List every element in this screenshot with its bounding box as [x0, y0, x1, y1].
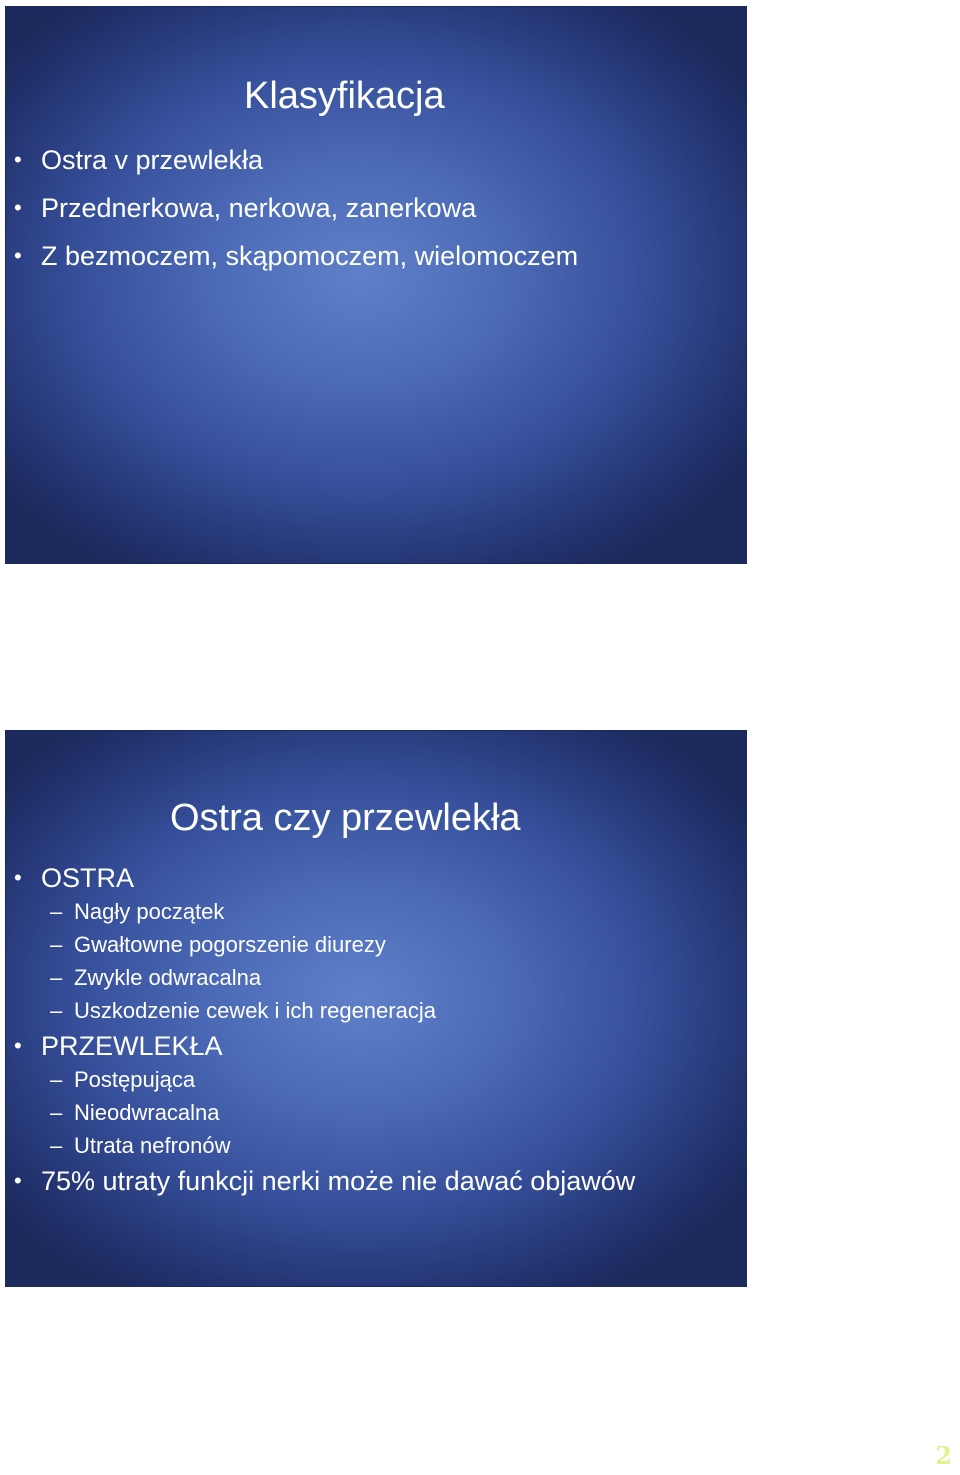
slide-title: Ostra czy przewlekła — [170, 797, 521, 839]
bullet-dot-icon: • — [14, 865, 22, 890]
sub-bullet-text: Postępująca — [74, 1067, 196, 1092]
bullet-dot-icon: • — [14, 1033, 22, 1058]
sub-bullet-item — [6, 963, 635, 996]
bullet-item — [6, 1164, 635, 1200]
bullet-dot-icon: • — [14, 147, 22, 172]
sub-bullet-item — [6, 1131, 635, 1164]
bullet-text: OSTRA — [41, 863, 135, 893]
sub-bullet-text: Utrata nefronów — [74, 1133, 231, 1158]
bullet-dot-icon: • — [14, 195, 22, 220]
dash-icon: – — [50, 1100, 63, 1125]
sub-bullet-text: Uszkodzenie cewek i ich regeneracja — [74, 998, 436, 1023]
dash-icon: – — [50, 932, 63, 957]
page-number: 2 — [935, 1441, 952, 1470]
bullet-text: PRZEWLEKŁA — [41, 1031, 223, 1061]
sub-bullet-text: Zwykle odwracalna — [74, 965, 262, 990]
dash-icon: – — [50, 1067, 63, 1092]
slide-title: Klasyfikacja — [244, 75, 445, 117]
bullet-item — [6, 861, 635, 897]
bullet-dot-icon: • — [14, 243, 22, 268]
dash-icon: – — [50, 998, 63, 1023]
sub-bullet-item — [6, 1098, 635, 1131]
sub-bullet-text: Nagły początek — [74, 899, 225, 924]
bullet-list — [6, 861, 635, 1200]
bullet-text: Ostra v przewlekła — [41, 145, 264, 175]
slide-ostra-czy-przewlekla — [5, 730, 747, 1287]
bullet-text: Przednerkowa, nerkowa, zanerkowa — [41, 193, 477, 223]
sub-bullet-item — [6, 930, 635, 963]
slide-klasyfikacja — [5, 6, 747, 564]
bullet-item — [6, 143, 578, 191]
sub-bullet-item — [6, 996, 635, 1029]
bullet-list — [6, 143, 578, 287]
bullet-item — [6, 191, 578, 239]
dash-icon: – — [50, 1133, 63, 1158]
bullet-text: Z bezmoczem, skąpomoczem, wielomoczem — [41, 241, 579, 271]
bullet-item — [6, 1029, 635, 1065]
sub-bullet-item — [6, 897, 635, 930]
bullet-dot-icon: • — [14, 1168, 22, 1193]
sub-bullet-text: Gwałtowne pogorszenie diurezy — [74, 932, 386, 957]
dash-icon: – — [50, 899, 63, 924]
sub-bullet-item — [6, 1065, 635, 1098]
bullet-text: 75% utraty funkcji nerki może nie dawać objawów — [41, 1166, 636, 1196]
sub-bullet-text: Nieodwracalna — [74, 1100, 220, 1125]
bullet-item — [6, 239, 578, 287]
dash-icon: – — [50, 965, 63, 990]
